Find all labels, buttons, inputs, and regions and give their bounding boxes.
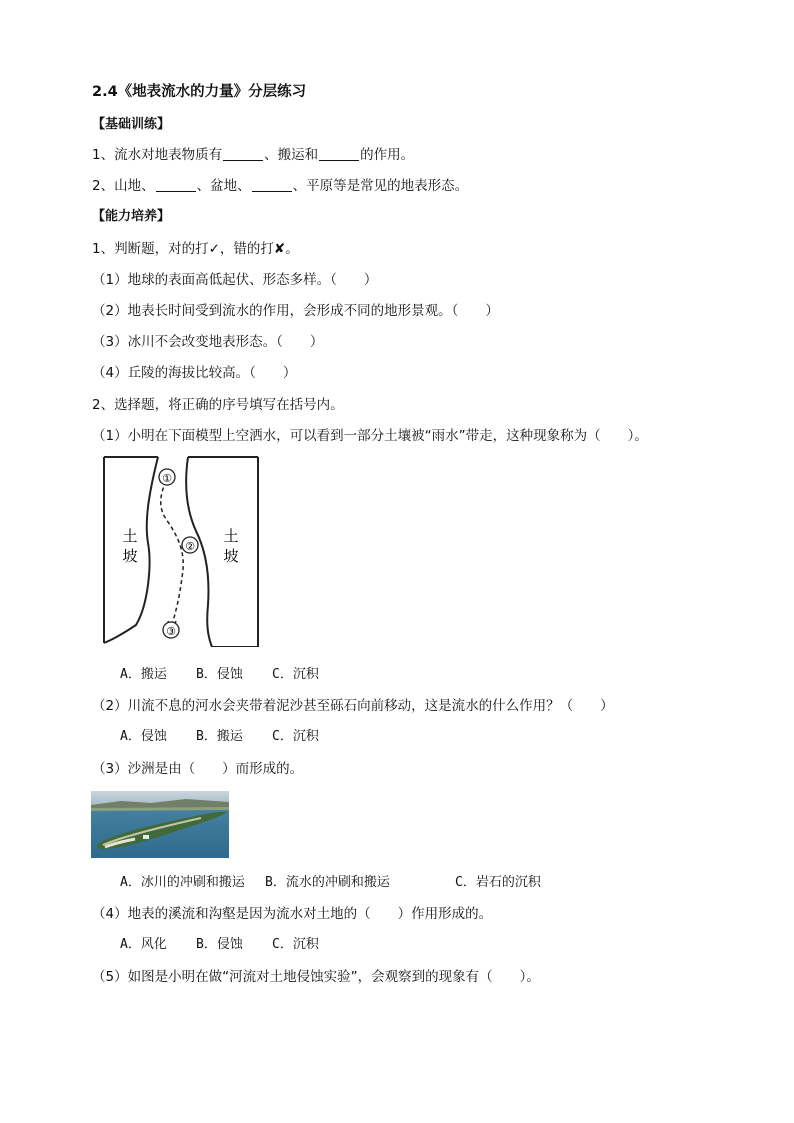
choice-q2-option-a: A．侵蚀: [120, 729, 167, 744]
answer-blank[interactable]: [319, 146, 359, 161]
q2-mid1: 、盆地、: [196, 178, 251, 194]
choice-q1-stem: （1）小明在下面模型上空洒水，可以看到一部分土壤被“雨水”带走，这种现象称为（ ）。: [92, 428, 648, 444]
answer-blank[interactable]: [156, 177, 196, 192]
choice-intro: 2、选择题，将正确的序号填写在括号内。: [92, 397, 344, 413]
choice-q1-option-c: C．沉积: [272, 667, 319, 682]
basic-question-1: [92, 146, 414, 164]
choice-q1-option-b: B．侵蚀: [196, 667, 243, 682]
marker-2-label: ②: [185, 540, 195, 553]
choice-q3-option-c: C．岩石的沉积: [455, 875, 541, 890]
choice-q2-option-c: C．沉积: [272, 729, 319, 744]
marker-1-label: ①: [162, 472, 172, 485]
judge-intro: 1、判断题，对的打✓，错的打✘。: [92, 241, 299, 257]
choice-q4-stem: （4）地表的溪流和沟壑是因为流水对土地的（ ）作用形成的。: [92, 906, 493, 922]
choice-q2-stem: （2）川流不息的河水会夹带着泥沙甚至砾石向前移动，这是流水的什么作用？（ ）: [92, 698, 614, 714]
right-slope-label-2: 坡: [223, 547, 239, 565]
slope-model-diagram: [100, 455, 262, 647]
left-slope-label-2: 坡: [122, 547, 138, 565]
q2-pre: 2、山地、: [92, 178, 155, 194]
choice-q4-option-c: C．沉积: [272, 937, 319, 952]
sandbar-photo: [91, 791, 229, 858]
choice-q3-option-a: A．冰川的冲刷和搬运: [120, 875, 245, 890]
right-slope-label-1: 土: [223, 527, 239, 545]
section-basic: 【基础训练】: [92, 117, 171, 132]
judge-item-1: （1）地球的表面高低起伏、形态多样。（ ）: [92, 272, 378, 288]
judge-item-2: （2）地表长时间受到流水的作用，会形成不同的地形景观。（ ）: [92, 303, 499, 319]
choice-q5-stem: （5）如图是小明在做“河流对土地侵蚀实验”，会观察到的现象有（ ）。: [92, 969, 540, 985]
choice-q2-option-b: B．搬运: [196, 729, 243, 744]
q2-mid2: 、平原等是常见的地表形态。: [292, 178, 469, 194]
choice-q3-option-b: B．流水的冲刷和搬运: [265, 875, 390, 890]
choice-q1-option-a: A．搬运: [120, 667, 167, 682]
answer-blank[interactable]: [252, 177, 292, 192]
q1-mid: 、搬运和: [264, 147, 319, 163]
judge-item-3: （3）冰川不会改变地表形态。（ ）: [92, 334, 324, 350]
section-ability: 【能力培养】: [92, 209, 171, 224]
judge-item-4: （4）丘陵的海拔比较高。（ ）: [92, 365, 297, 381]
basic-question-2: [92, 177, 468, 195]
choice-q3-stem: （3）沙洲是由（ ）而形成的。: [92, 761, 304, 777]
choice-q4-option-a: A．风化: [120, 937, 167, 952]
left-slope-label-1: 土: [122, 527, 138, 545]
q1-post: 的作用。: [360, 147, 415, 163]
choice-q4-option-b: B．侵蚀: [196, 937, 243, 952]
page-title: 2.4《地表流水的力量》分层练习: [92, 84, 307, 100]
q1-pre: 1、流水对地表物质有: [92, 147, 223, 163]
marker-3-label: ③: [166, 625, 176, 638]
answer-blank[interactable]: [223, 146, 263, 161]
